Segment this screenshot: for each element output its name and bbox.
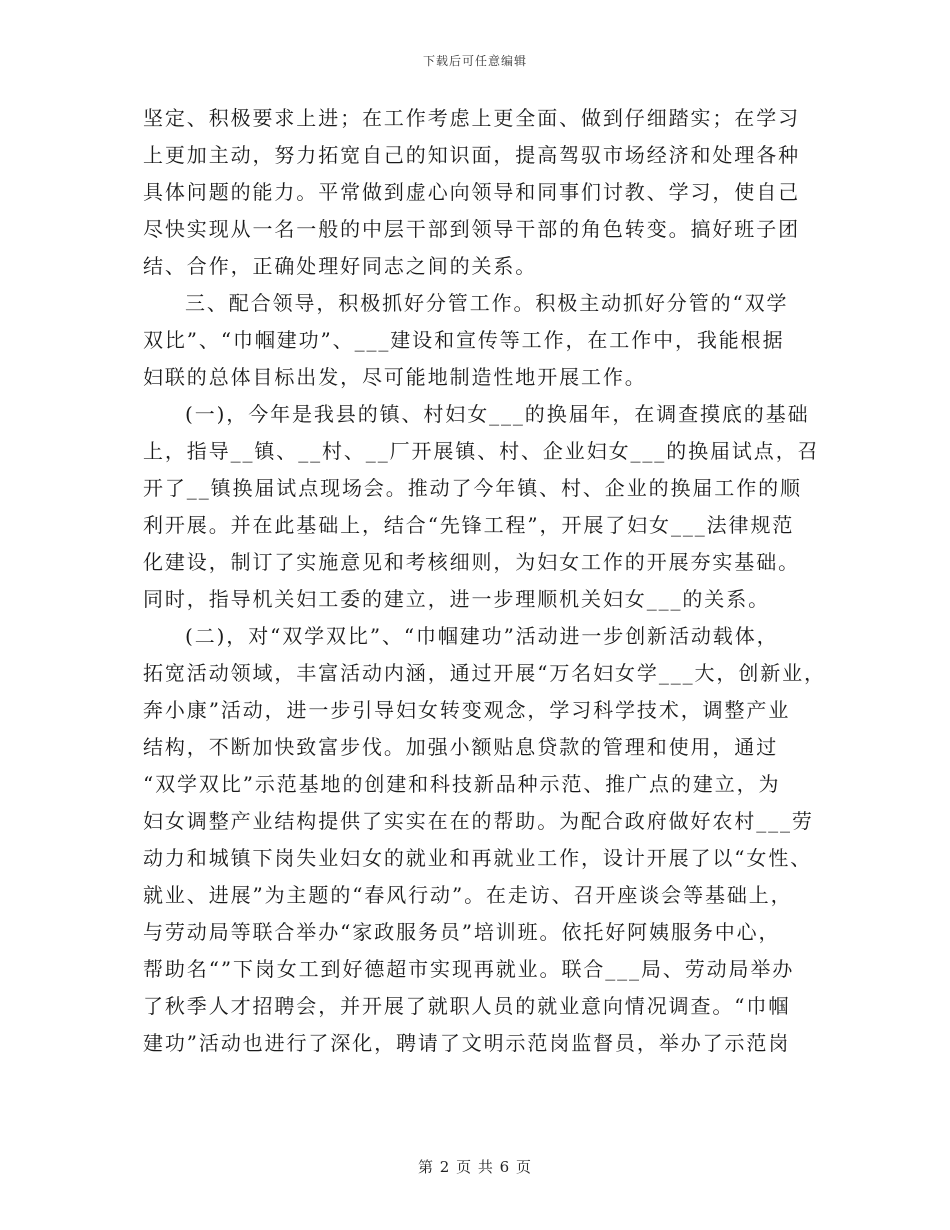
body-text-line: 拓宽活动领域，丰富活动内涵，通过开展“万名妇女学___大，创新业， (143, 661, 826, 685)
body-text-line: 结、合作，正确处理好同志之间的关系。 (143, 254, 538, 278)
body-text-line: 具体问题的能力。平常做到虚心向领导和同事们讨教、学习，使自己 (143, 180, 800, 204)
body-text-line: 上更加主动，努力拓宽自己的知识面，提高驾驭市场经济和处理各种 (143, 143, 800, 167)
body-text-line: 化建设，制订了实施意见和考核细则，为妇女工作的开展夯实基础。 (143, 550, 800, 574)
body-text-line: (二)，对“双学双比”、“巾帼建功”活动进一步创新活动载体， (185, 624, 779, 648)
body-text-line: (一)，今年是我县的镇、村妇女___的换届年，在调查摸底的基础 (185, 402, 810, 426)
body-text-line: 妇联的总体目标出发，尽可能地制造性地开展工作。 (143, 365, 647, 389)
body-text-line: 动力和城镇下岗失业妇女的就业和再就业工作，设计开展了以“女性、 (143, 846, 813, 870)
body-text-line: 结构，不断加快致富步伐。加强小额贴息贷款的管理和使用，通过 (143, 735, 779, 759)
body-text-line: 建功”活动也进行了深化，聘请了文明示范岗监督员，举办了示范岗 (143, 1031, 791, 1055)
body-text-line: 帮助名“”下岗女工到好德超市实现再就业。联合___局、劳动局举办 (143, 957, 795, 981)
body-text-line: 与劳动局等联合举办“家政服务员”培训班。依托好阿姨服务中心， (143, 920, 781, 944)
body-text-line: “双学双比”示范基地的创建和科技新品种示范、推广点的建立，为 (143, 772, 781, 796)
body-text-line: 同时，指导机关妇工委的建立，进一步理顺机关妇女___的关系。 (143, 587, 770, 611)
body-text-line: 利开展。并在此基础上，结合“先锋工程”，开展了妇女___法律规范 (143, 513, 795, 537)
page-number-footer: 第 2 页 共 6 页 (418, 1158, 532, 1176)
body-text-line: 了秋季人才招聘会，并开展了就职人员的就业意向情况调查。“巾帼 (143, 994, 791, 1018)
page-header: 下载后可任意编辑 (422, 54, 527, 68)
document-body (143, 100, 826, 1062)
body-text-line: 三、配合领导，积极抓好分管工作。积极主动抓好分管的“双学 (185, 291, 789, 315)
body-text-line: 开了__镇换届试点现场会。推动了今年镇、村、企业的换届工作的顺 (143, 476, 802, 500)
body-text-line: 尽快实现从一名一般的中层干部到领导干部的角色转变。搞好班子团 (143, 217, 800, 241)
body-text-line: 上，指导__镇、__村、__厂开展镇、村、企业妇女___的换届试点，召 (143, 439, 820, 463)
body-text-line: 妇女调整产业结构提供了实实在在的帮助。为配合政府做好农村___劳 (143, 809, 814, 833)
body-text-line: 双比”、“巾帼建功”、___建设和宣传等工作，在工作中，我能根据 (143, 328, 785, 352)
body-text-line: 坚定、积极要求上进；在工作考虑上更全面、做到仔细踏实；在学习 (143, 106, 800, 130)
body-text-line: 奔小康”活动，进一步引导妇女转变观念，学习科学技术，调整产业 (143, 698, 791, 722)
body-text-line: 就业、进展”为主题的“春风行动”。在走访、召开座谈会等基础上， (143, 883, 793, 907)
